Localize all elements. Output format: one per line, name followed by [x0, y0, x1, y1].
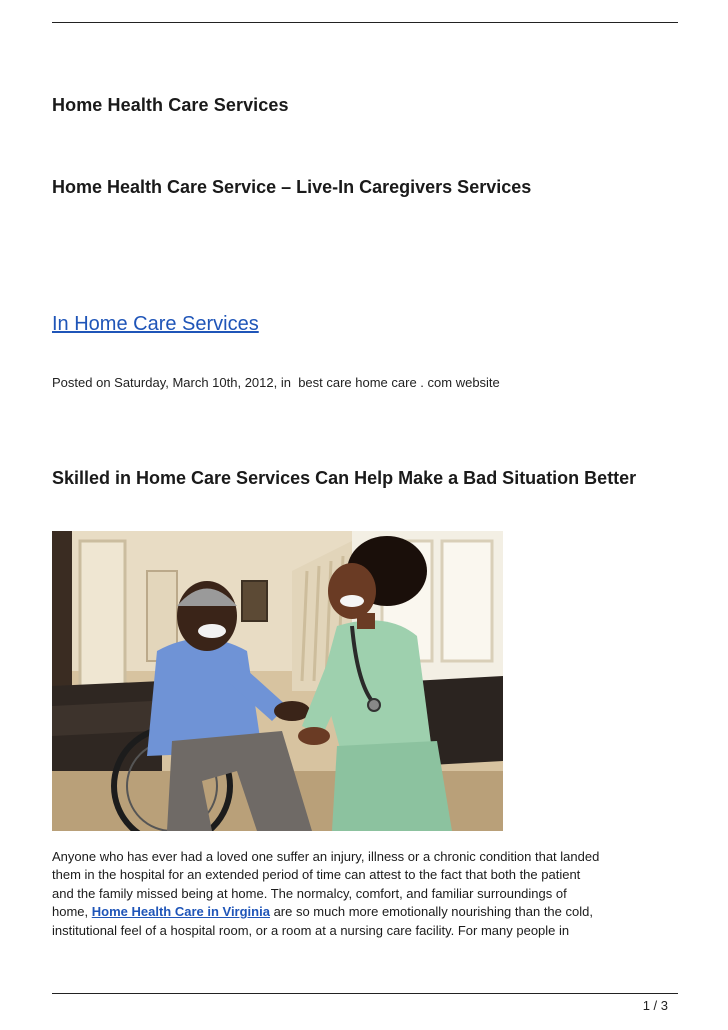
body-line: and the family missed being at home. The normalcy, comfort, and familiar surroundings of [52, 885, 567, 901]
page-number: 1 / 3 [642, 998, 668, 1013]
post-title-link[interactable]: In Home Care Services [52, 313, 259, 335]
body-line: them in the hospital for an extended period of time can attest to the fact that both the patient [52, 867, 581, 883]
article-title: Home Health Care Service – Live-In Caregivers Services [52, 177, 532, 197]
body-line: institutional feel of a hospital room, or a room at a nursing care facility. For many people in [52, 922, 570, 938]
article-body [52, 848, 678, 940]
bottom-rule [52, 993, 678, 994]
caregiver-photo [52, 531, 503, 831]
top-rule [52, 22, 678, 23]
post-heading: Skilled in Home Care Services Can Help Make a Bad Situation Better [52, 468, 637, 488]
body-text-fragment: are so much more emotionally nourishing than the cold, [269, 904, 593, 920]
body-text-fragment: home, [52, 904, 92, 920]
body-line [52, 903, 678, 921]
site-title: Home Health Care Services [52, 95, 289, 115]
home-health-care-virginia-link[interactable]: Home Health Care in Virginia [91, 904, 270, 920]
body-line: Anyone who has ever had a loved one suffer an injury, illness or a chronic condition that landed [52, 849, 600, 864]
post-meta: Posted on Saturday, March 10th, 2012, in best care home care . com website [52, 375, 500, 390]
